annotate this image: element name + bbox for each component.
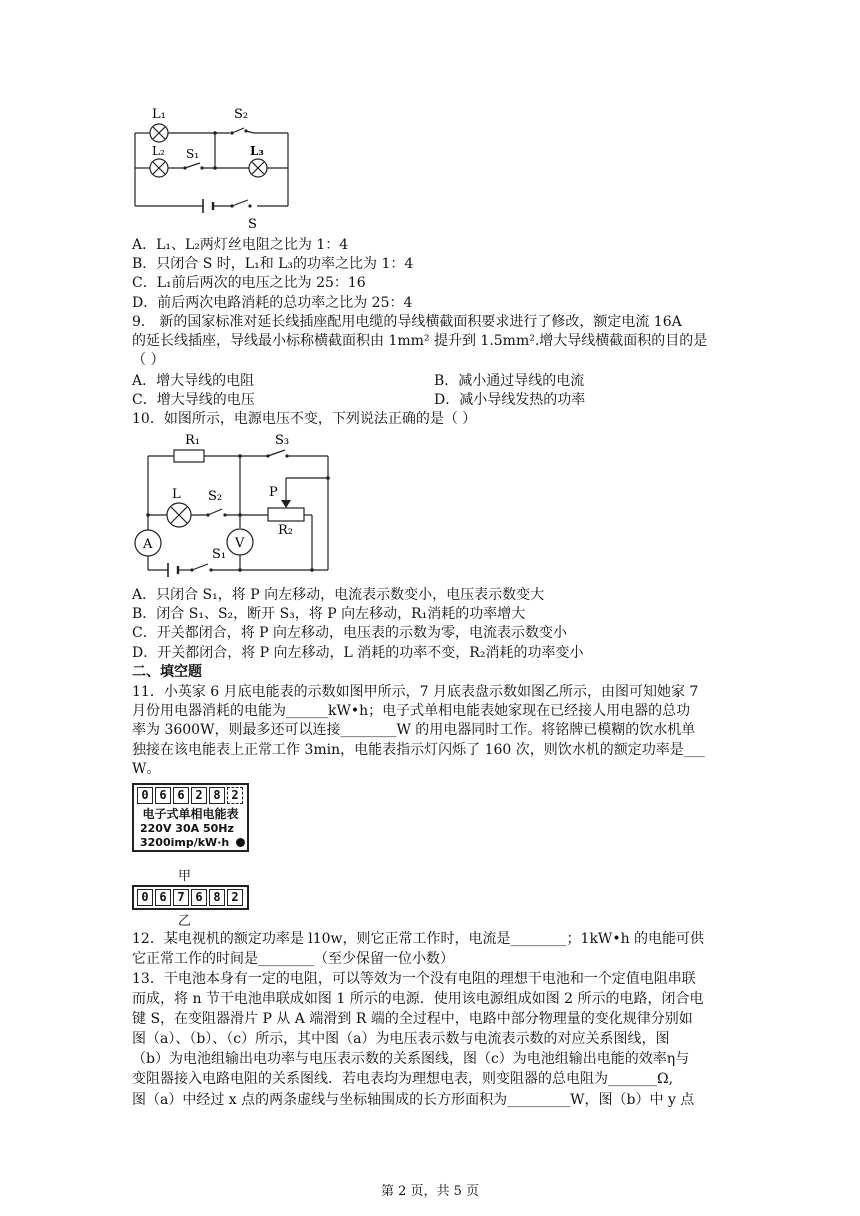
q9-stem-line2: 的延长线插座，导线最小标称横截面积由 1mm² 提升到 1.5mm².增大导线横截面积的目的是	[132, 333, 708, 349]
q12-line1: 12．某电视机的额定功率是 l10w，则它正常工作时，电流是________；1kW•h 的电能可供	[132, 931, 705, 947]
meter-digit: 2	[191, 787, 207, 804]
meter-digit: 6	[155, 889, 171, 906]
q9-option-d: D．减小导线发热的功率	[434, 392, 586, 408]
label-s1: S₁	[186, 147, 200, 161]
meter-digit: 6	[155, 787, 171, 804]
label-l: L	[172, 487, 181, 502]
ammeter-label: A	[143, 537, 153, 552]
q9-stem-line1: 9． 新的国家标准对延长线插座配用电缆的导线横截面积要求进行了修改，额定电流 16A	[132, 314, 682, 330]
meter-digit: 0	[137, 889, 153, 906]
section-heading-fill-blank: 二、填空题	[132, 664, 202, 680]
q13-line5: （b）为电池组输出电功率与电压表示数的关系图线，图（c）为电池组输出电能的效率η与	[132, 1051, 690, 1067]
label-s1: S₁	[212, 547, 227, 562]
q10-option-a: A．只闭合 S₁，将 P 向左移动，电流表示数变小，电压表示数变大	[132, 587, 545, 603]
meter-digit: 6	[191, 889, 207, 906]
q13-line6: 变阻器接入电路电阻的关系图线．若电表均为理想电表，则变阻器的总电阻为_______Ω,	[132, 1071, 674, 1087]
circuit-diagram-q10	[130, 430, 336, 580]
q11-line2: 月份用电器消耗的电能为______kW•h；电子式单相电能表她家现在已经接人用电器的总功	[132, 703, 691, 719]
q12-line2: 它正常工作的时间是________（至少保留一位小数）	[132, 951, 454, 967]
caption-yi: 乙	[178, 914, 192, 929]
q13-line7: 图（a）中经过 x 点的两条虚线与坐标轴围成的长方形面积为_________W，图（b）中 y 点	[132, 1092, 695, 1108]
q13-line1: 13．干电池本身有一定的电阻，可以等效为一个没有电阻的理想干电池和一个定值电阻串联	[132, 971, 696, 987]
voltmeter-label: V	[235, 536, 245, 551]
q10-option-c: C．开关都闭合，将 P 向左移动，电压表的示数为零，电流表示数变小	[132, 625, 568, 641]
q11-line1: 11．小英家 6 月底电能表的示数如图甲所示，7 月底表盘示数如图乙所示，由图可知她家 7	[132, 684, 699, 700]
meter-name: 电子式单相电能表	[142, 807, 239, 821]
meter-spec-imp	[134, 836, 247, 850]
label-s2: S₂	[234, 107, 249, 122]
q13-line4: 图（a）、（b）、（c）所示，其中图（a）为电压表示数与电流表示数的对应关系图线，图	[132, 1031, 670, 1047]
label-s3: S₃	[275, 433, 290, 448]
q10-option-b: B．闭合 S₁、S₂，断开 S₃，将 P 向左移动，R₁消耗的功率增大	[132, 606, 526, 622]
energy-meter-jia	[132, 783, 249, 852]
q8-option-a: A．L₁、L₂两灯丝电阻之比为 1：4	[132, 237, 349, 253]
meter-digit: 7	[173, 889, 189, 906]
label-l3: L₃	[250, 144, 264, 158]
meter-digits	[134, 785, 247, 806]
q11-line4: 独接在该电能表上正常工作 3min，电能表指示灯闪烁了 160 次，则饮水机的额定功率是___	[132, 742, 705, 758]
caption-jia: 甲	[178, 869, 192, 884]
label-r2: R₂	[278, 523, 293, 538]
meter-spec-rating: 220V 30A 50Hz	[140, 822, 234, 835]
q10-option-d: D．开关都闭合，将 P 向左移动，L 消耗的功率不变，R₂消耗的功率变小	[132, 645, 584, 661]
label-r1: R₁	[185, 433, 200, 448]
meter-digit: 6	[173, 787, 189, 804]
energy-meter-yi	[132, 885, 249, 910]
q9-option-c: C．增大导线的电压	[132, 392, 255, 408]
indicator-light-icon	[236, 838, 245, 847]
label-l1: L₁	[152, 107, 166, 122]
label-l2: L₂	[152, 144, 165, 158]
label-s2: S₂	[208, 489, 223, 504]
circuit-diagram-q8	[130, 100, 300, 236]
q8-option-d: D．前后两次电路消耗的总功率之比为 25：4	[132, 295, 413, 311]
meter-digit: 0	[137, 787, 153, 804]
q10-stem: 10．如图所示，电源电压不变，下列说法正确的是（ ）	[132, 411, 477, 427]
meter-digit: 8	[209, 787, 225, 804]
q8-option-b: B．只闭合 S 时，L₁和 L₃的功率之比为 1：4	[132, 256, 414, 272]
q13-line2: 而成，将 n 节干电池串联成如图 1 所示的电源．使用该电源组成如图 2 所示的电路，闭合电	[132, 991, 704, 1007]
label-s: S	[248, 217, 257, 232]
q11-line3: 率为 3600W，则最多还可以连接________W 的用电器同时工作。将铭牌已模糊的饮水机单	[132, 722, 696, 738]
meter-digits	[134, 887, 247, 908]
meter-imp-text: 3200imp/kW·h	[140, 836, 230, 849]
q9-option-a: A．增大导线的电阻	[132, 373, 255, 389]
page-footer: 第 2 页，共 5 页	[380, 1184, 480, 1199]
q9-option-b: B．减小通过导线的电流	[434, 373, 585, 389]
label-p: P	[269, 485, 278, 500]
q11-line5: W。	[132, 761, 161, 777]
q8-option-c: C．L₁前后两次的电压之比为 25：16	[132, 275, 366, 291]
q9-stem-line3: （ ）	[132, 352, 165, 368]
meter-digit: 8	[209, 889, 225, 906]
meter-digit-decimal: 2	[227, 787, 243, 804]
q13-line3: 键 S，在变阻器滑片 P 从 A 端滑到 R 端的全过程中，电路中部分物理量的变化规律分别如	[132, 1011, 693, 1027]
meter-digit: 2	[227, 889, 243, 906]
